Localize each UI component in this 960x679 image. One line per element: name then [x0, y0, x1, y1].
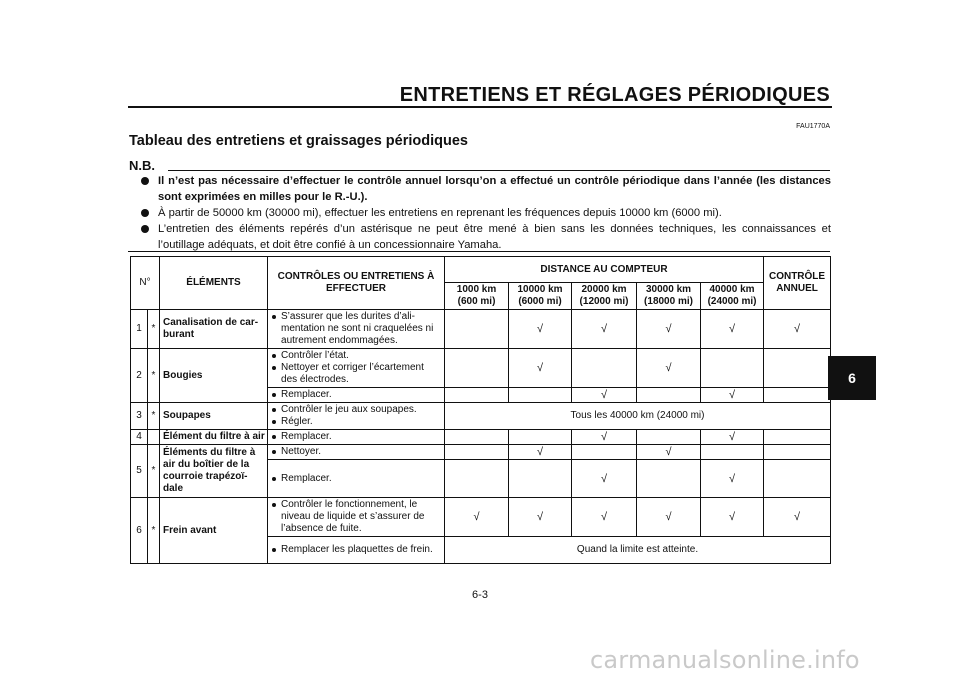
check-cell: √: [701, 498, 764, 537]
check-cell: √: [701, 460, 764, 498]
check-cell: √: [509, 445, 572, 460]
bullet-icon: [272, 393, 276, 397]
section-title: Tableau des entretiens et graissages périodiques: [129, 133, 468, 149]
row-number: 1: [131, 310, 148, 349]
check-cell: √: [572, 388, 637, 403]
row-asterisk: *: [148, 403, 160, 430]
row-operation: Nettoyer.: [268, 445, 445, 460]
check-cell: [509, 388, 572, 403]
check-cell: √: [509, 349, 572, 388]
bullet-icon: [272, 450, 276, 454]
check-cell: [445, 349, 509, 388]
table-row: [131, 498, 831, 537]
check-cell: [637, 430, 701, 445]
check-cell: [701, 445, 764, 460]
bullet-icon: [272, 420, 276, 424]
bullet-icon: [272, 366, 276, 370]
row-number: 3: [131, 403, 148, 430]
nb-item: L’entretien des éléments repérés d’un astérisque ne peut être mené à bien sans les données techniques, les connaissances et l’outillage adéquats, et doit être confié à un concessionnaire Yamaha.: [141, 221, 831, 253]
row-asterisk: *: [148, 349, 160, 403]
check-cell: √: [509, 498, 572, 537]
check-cell: [764, 388, 831, 403]
row-operation: Contrôler le jeu aux soupapes. Régler.: [268, 403, 445, 430]
header-controls: CONTRÔLES OU ENTRETIENS À EFFECTUER: [268, 257, 445, 310]
row-number: 5: [131, 445, 148, 498]
check-cell: [764, 460, 831, 498]
check-cell: [701, 349, 764, 388]
check-cell: [572, 445, 637, 460]
check-cell: √: [701, 430, 764, 445]
bullet-icon: [141, 225, 149, 233]
bullet-icon: [272, 548, 276, 552]
check-cell: [509, 430, 572, 445]
bullet-icon: [272, 354, 276, 358]
row-operation: Contrôler le fonctionnement, le niveau de liquide et s’assurer de l’absence de fuite.: [268, 498, 445, 537]
watermark: carmanualsonline.info: [590, 646, 860, 674]
page-number: 6-3: [472, 589, 488, 601]
check-cell: √: [572, 460, 637, 498]
row-number: 4: [131, 430, 148, 445]
bullet-icon: [272, 477, 276, 481]
check-cell: [637, 460, 701, 498]
interval-20000: 20000 km (12000 mi): [572, 283, 637, 310]
row-element: Canalisation de car-burant: [160, 310, 268, 349]
check-cell: √: [637, 310, 701, 349]
interval-note: Tous les 40000 km (24000 mi): [445, 403, 831, 430]
check-cell: √: [572, 498, 637, 537]
interval-1000: 1000 km (600 mi): [445, 283, 509, 310]
table-row: [131, 430, 831, 445]
row-operation: Contrôler l’état. Nettoyer et corriger l’écartement des électrodes.: [268, 349, 445, 388]
row-number: 6: [131, 498, 148, 564]
row-asterisk: *: [148, 310, 160, 349]
table-row: [131, 349, 831, 388]
check-cell: [764, 445, 831, 460]
header-annual: CONTRÔLE ANNUEL: [764, 257, 831, 310]
row-asterisk: *: [148, 445, 160, 498]
bullet-icon: [272, 503, 276, 507]
row-asterisk: *: [148, 498, 160, 564]
check-cell: √: [764, 310, 831, 349]
row-asterisk: [148, 430, 160, 445]
bullet-icon: [272, 315, 276, 319]
row-element: Soupapes: [160, 403, 268, 430]
check-cell: √: [572, 430, 637, 445]
check-cell: √: [637, 349, 701, 388]
nb-label: N.B.: [129, 158, 155, 173]
check-cell: [445, 310, 509, 349]
check-cell: √: [445, 498, 509, 537]
check-cell: [637, 388, 701, 403]
bullet-icon: [141, 177, 149, 185]
check-cell: √: [637, 445, 701, 460]
check-cell: √: [572, 310, 637, 349]
check-cell: √: [764, 498, 831, 537]
nb-item: Il n’est pas nécessaire d’effectuer le contrôle annuel lorsqu’on a effectué un contrôle périodique dans l’année (les distances sont exprimées en milles pour le R.-U.).: [141, 173, 831, 205]
check-cell: [445, 388, 509, 403]
bullet-icon: [272, 408, 276, 412]
page-header-title: ENTRETIENS ET RÉGLAGES PÉRIODIQUES: [399, 84, 830, 106]
maintenance-table: [130, 256, 831, 564]
check-cell: [764, 430, 831, 445]
row-element: Éléments du filtre à air du boîtier de la courroie trapézoï-dale: [160, 445, 268, 498]
check-cell: [445, 460, 509, 498]
table-header-row: [131, 257, 831, 283]
check-cell: [445, 445, 509, 460]
row-operation: Remplacer les plaquettes de frein.: [268, 537, 445, 564]
header-num: N°: [131, 257, 160, 310]
row-operation: Remplacer.: [268, 388, 445, 403]
reference-code: FAU1770A: [796, 123, 830, 130]
row-element: Frein avant: [160, 498, 268, 564]
check-cell: [445, 430, 509, 445]
nb-list: [141, 173, 831, 253]
check-cell: [509, 460, 572, 498]
nb-item: À partir de 50000 km (30000 mi), effectuer les entretiens en reprenant les fréquences depuis 10000 km (6000 mi).: [141, 205, 831, 221]
chapter-tab: 6: [828, 356, 876, 400]
header-distance: DISTANCE AU COMPTEUR: [445, 257, 764, 283]
check-cell: √: [509, 310, 572, 349]
check-cell: √: [701, 388, 764, 403]
row-operation: Remplacer.: [268, 460, 445, 498]
check-cell: √: [637, 498, 701, 537]
interval-40000: 40000 km (24000 mi): [701, 283, 764, 310]
check-cell: [572, 349, 637, 388]
table-row: [131, 445, 831, 460]
interval-note: Quand la limite est atteinte.: [445, 537, 831, 564]
table-row: [131, 403, 831, 430]
row-element: Élément du filtre à air: [160, 430, 268, 445]
nb-bottom-rule: [128, 251, 830, 252]
header-rule: [128, 106, 832, 108]
header-elements: ÉLÉMENTS: [160, 257, 268, 310]
check-cell: [764, 349, 831, 388]
interval-30000: 30000 km (18000 mi): [637, 283, 701, 310]
table-row: [131, 310, 831, 349]
bullet-icon: [272, 435, 276, 439]
interval-10000: 10000 km (6000 mi): [509, 283, 572, 310]
nb-rule: [168, 170, 830, 171]
check-cell: √: [701, 310, 764, 349]
row-element: Bougies: [160, 349, 268, 403]
bullet-icon: [141, 209, 149, 217]
row-number: 2: [131, 349, 148, 403]
row-operation: S’assurer que les durites d’ali-mentation ne sont ni craquelées ni autrement endommagées.: [268, 310, 445, 349]
row-operation: Remplacer.: [268, 430, 445, 445]
